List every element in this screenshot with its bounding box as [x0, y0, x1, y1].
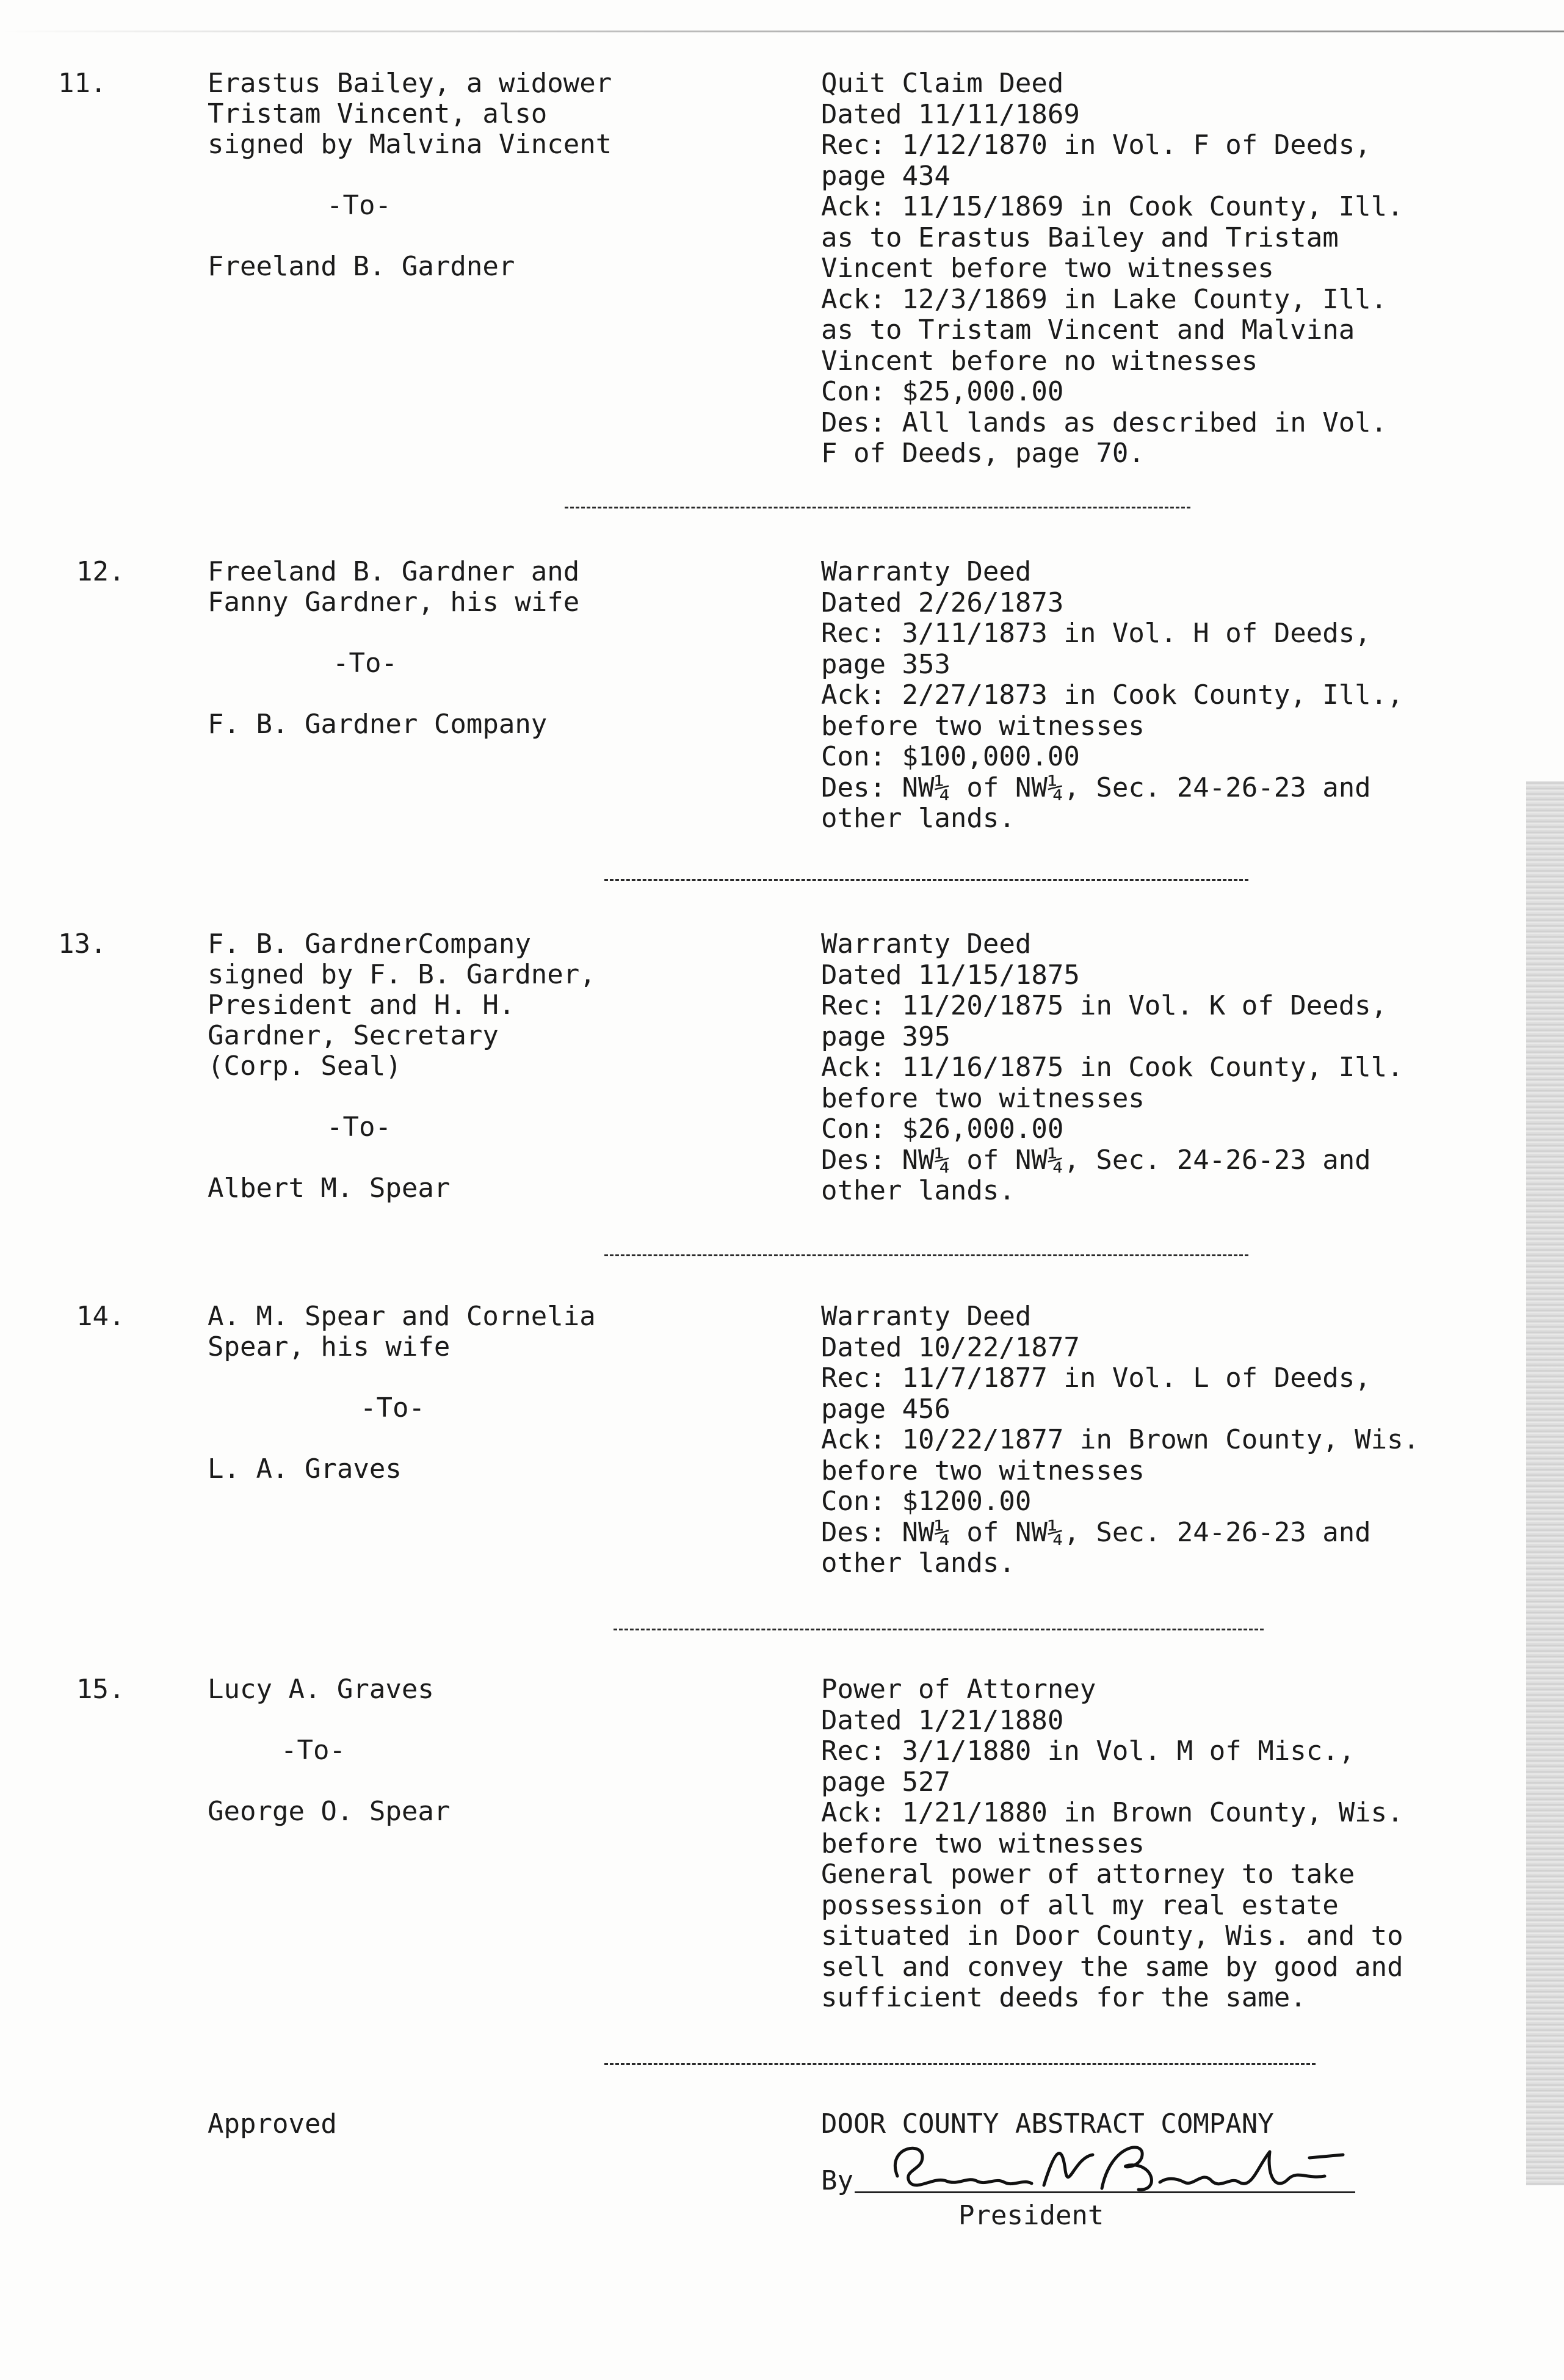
detail-line: General power of attorney to take: [821, 1859, 1355, 1890]
detail-line: page 395: [821, 1021, 950, 1052]
entry-separator: [614, 1629, 1264, 1630]
detail-line: Ack: 12/3/1869 in Lake County, Ill.: [821, 283, 1388, 315]
detail-line: other lands.: [821, 1547, 1015, 1579]
detail-line: Des: NW¼ of NW¼, Sec. 24-26-23 and: [821, 1516, 1371, 1548]
entry-separator: [604, 1254, 1248, 1256]
parties: [208, 1674, 818, 1827]
to-label: -To-: [327, 190, 391, 221]
detail-line: F of Deeds, page 70.: [821, 438, 1145, 469]
grantor-line: Tristam Vincent, also: [208, 98, 548, 129]
detail-line: Ack: 11/15/1869 in Cook County, Ill.: [821, 191, 1403, 222]
detail-line: Rec: 11/7/1877 in Vol. L of Deeds,: [821, 1362, 1371, 1394]
detail-line: Des: NW¼ of NW¼, Sec. 24-26-23 and: [821, 772, 1371, 803]
detail-line: Ack: 1/21/1880 in Brown County, Wis.: [821, 1797, 1403, 1828]
instrument-details: [821, 929, 1523, 1207]
detail-line: Quit Claim Deed: [821, 68, 1064, 99]
detail-line: Rec: 3/11/1873 in Vol. H of Deeds,: [821, 618, 1371, 649]
signer-title: President: [958, 2200, 1104, 2231]
entry-separator: [604, 879, 1248, 881]
grantor-line: (Corp. Seal): [208, 1051, 402, 1082]
approved-label: Approved: [208, 2108, 337, 2139]
instrument-details: [821, 68, 1523, 469]
detail-line: Warranty Deed: [821, 928, 1032, 960]
detail-line: Con: $26,000.00: [821, 1113, 1064, 1145]
grantor-line: Erastus Bailey, a widower: [208, 68, 612, 99]
detail-line: page 434: [821, 160, 950, 192]
grantor-line: Lucy A. Graves: [208, 1674, 434, 1705]
parties: [208, 68, 818, 282]
detail-line: Dated 1/21/1880: [821, 1704, 1064, 1736]
to-label: -To-: [333, 648, 397, 679]
grantee: George O. Spear: [208, 1796, 451, 1827]
parties: [208, 929, 818, 1204]
grantor-line: Fanny Gardner, his wife: [208, 587, 580, 618]
detail-line: Rec: 3/1/1880 in Vol. M of Misc.,: [821, 1735, 1355, 1767]
detail-line: page 527: [821, 1766, 950, 1798]
scan-edge-shadow: [1526, 781, 1564, 2185]
detail-line: Power of Attorney: [821, 1674, 1096, 1705]
detail-line: Des: All lands as described in Vol.: [821, 407, 1388, 438]
detail-line: before two witnesses: [821, 1455, 1145, 1486]
grantee: F. B. Gardner Company: [208, 709, 548, 740]
detail-line: possession of all my real estate: [821, 1889, 1339, 1921]
detail-line: Con: $100,000.00: [821, 741, 1080, 772]
detail-line: Con: $25,000.00: [821, 376, 1064, 407]
instrument-details: [821, 1674, 1523, 2014]
instrument-details: [821, 557, 1523, 834]
to-label: -To-: [327, 1112, 391, 1143]
detail-line: as to Erastus Bailey and Tristam: [821, 222, 1339, 253]
detail-line: Dated 10/22/1877: [821, 1331, 1080, 1363]
company-name: DOOR COUNTY ABSTRACT COMPANY: [821, 2108, 1274, 2139]
grantor-line: A. M. Spear and Cornelia: [208, 1301, 596, 1332]
parties: [208, 1301, 818, 1485]
entry-number: 12.: [76, 556, 125, 587]
detail-line: Ack: 2/27/1873 in Cook County, Ill.,: [821, 679, 1403, 711]
detail-line: Vincent before no witnesses: [821, 345, 1258, 377]
detail-line: before two witnesses: [821, 1082, 1145, 1114]
detail-line: Ack: 11/16/1875 in Cook County, Ill.: [821, 1052, 1403, 1083]
detail-line: before two witnesses: [821, 1828, 1145, 1859]
entry-separator: [565, 507, 1190, 508]
detail-line: Dated 11/11/1869: [821, 98, 1080, 130]
grantor-line: Spear, his wife: [208, 1331, 451, 1362]
detail-line: Warranty Deed: [821, 1301, 1032, 1332]
detail-line: Warranty Deed: [821, 556, 1032, 587]
detail-line: Con: $1200.00: [821, 1486, 1032, 1517]
detail-line: Rec: 1/12/1870 in Vol. F of Deeds,: [821, 129, 1371, 161]
detail-line: other lands.: [821, 1175, 1015, 1206]
detail-line: Des: NW¼ of NW¼, Sec. 24-26-23 and: [821, 1144, 1371, 1176]
detail-line: before two witnesses: [821, 710, 1145, 742]
detail-line: situated in Door County, Wis. and to: [821, 1920, 1403, 1951]
handwritten-signature: [861, 2133, 1361, 2201]
detail-line: page 353: [821, 648, 950, 680]
entry-number: 14.: [76, 1301, 125, 1332]
grantor-line: Freeland B. Gardner and: [208, 556, 580, 587]
parties: [208, 557, 818, 740]
detail-line: sell and convey the same by good and: [821, 1951, 1403, 1983]
grantee: L. A. Graves: [208, 1453, 402, 1485]
detail-line: as to Tristam Vincent and Malvina: [821, 314, 1355, 345]
detail-line: Vincent before two witnesses: [821, 253, 1274, 284]
grantor-line: signed by Malvina Vincent: [208, 129, 612, 160]
entry-number: 11.: [58, 68, 107, 99]
instrument-details: [821, 1301, 1523, 1579]
grantee: Albert M. Spear: [208, 1173, 451, 1204]
entry-number: 15.: [76, 1674, 125, 1705]
to-label: -To-: [281, 1735, 346, 1766]
detail-line: other lands.: [821, 803, 1015, 834]
grantor-line: Gardner, Secretary: [208, 1020, 499, 1051]
entry-separator: [604, 2063, 1316, 2065]
to-label: -To-: [360, 1392, 425, 1423]
entry-number: 13.: [58, 928, 107, 960]
detail-line: Ack: 10/22/1877 in Brown County, Wis.: [821, 1424, 1420, 1455]
detail-line: page 456: [821, 1393, 950, 1425]
detail-line: Rec: 11/20/1875 in Vol. K of Deeds,: [821, 990, 1388, 1021]
detail-line: Dated 2/26/1873: [821, 587, 1064, 618]
grantor-line: F. B. GardnerCompany: [208, 928, 531, 960]
grantee: Freeland B. Gardner: [208, 251, 515, 282]
detail-line: sufficient deeds for the same.: [821, 1982, 1306, 2013]
scan-edge-line: [0, 31, 1564, 32]
detail-line: Dated 11/15/1875: [821, 959, 1080, 991]
grantor-line: President and H. H.: [208, 989, 515, 1021]
grantor-line: signed by F. B. Gardner,: [208, 959, 596, 990]
by-label: By: [821, 2165, 853, 2196]
